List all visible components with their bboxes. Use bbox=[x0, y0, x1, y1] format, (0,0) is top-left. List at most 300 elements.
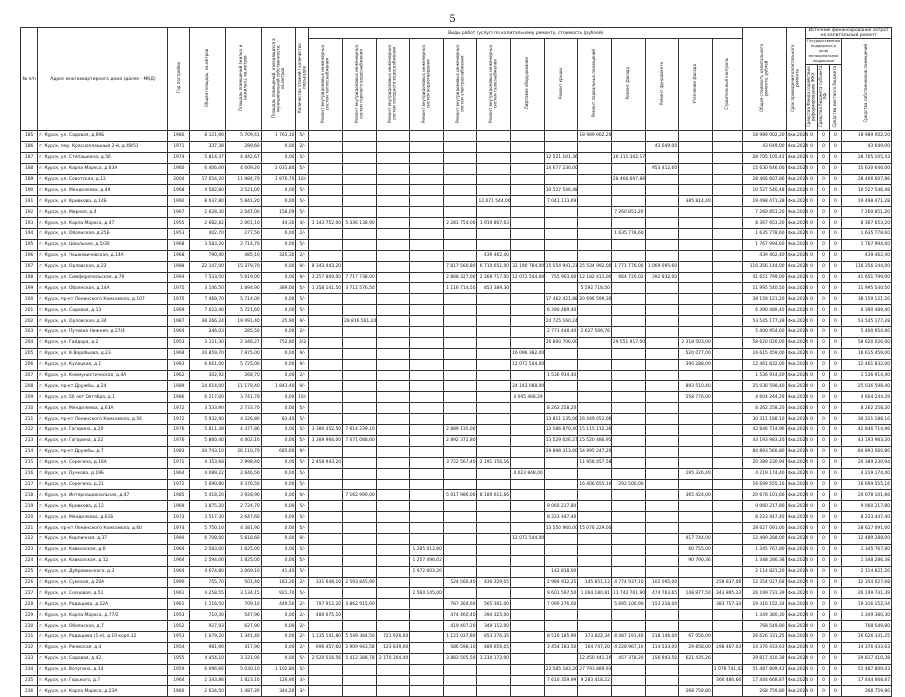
cell-floors: 2/- bbox=[296, 327, 309, 338]
cell-total-area: 3 146,50 bbox=[190, 283, 226, 294]
cell-local-budget: 0 bbox=[829, 163, 841, 174]
cell-total-cost: 17 444 668,87 bbox=[743, 675, 786, 686]
cell-work-sewerage bbox=[410, 337, 444, 348]
cell-work-supervision bbox=[712, 305, 742, 316]
cell-work-electricity: 524 560,40 bbox=[443, 577, 477, 588]
cell-regional-budget: 0 bbox=[818, 425, 830, 436]
table-row bbox=[21, 533, 892, 544]
cell-local-budget: 0 bbox=[829, 490, 841, 501]
cell-work-basement bbox=[578, 185, 612, 196]
cell-total-area: 981,90 bbox=[190, 642, 226, 653]
cell-work-foundation: 953 412,60 bbox=[645, 163, 679, 174]
cell-work-facade bbox=[611, 316, 645, 327]
cell-work-supervision bbox=[712, 294, 742, 305]
cell-address: г. Курск, пр-кт Ленинского Комсомола, д.56 bbox=[38, 414, 168, 425]
cell-work-heating bbox=[309, 359, 343, 370]
cell-local-budget: 0 bbox=[829, 610, 841, 621]
cell-total-cost: 7 260 851,20 bbox=[743, 207, 786, 218]
cell-repair-term: 4кв.2024 bbox=[786, 131, 806, 142]
cell-work-hot-water: 5 336 138,90 bbox=[343, 218, 377, 229]
cell-local-budget: 0 bbox=[829, 512, 841, 523]
table-row bbox=[21, 250, 892, 261]
cell-work-roof: 29 898 313,60 bbox=[544, 446, 578, 457]
cell-total-cost: 42 846 714,96 bbox=[743, 425, 786, 436]
cell-work-insulation bbox=[679, 457, 713, 468]
table-row bbox=[21, 359, 892, 370]
cell-work-foundation: 153 218,00 bbox=[645, 599, 679, 610]
col-header-number: № п/п bbox=[21, 28, 38, 131]
cell-total-cost: 28 705 105,43 bbox=[743, 152, 786, 163]
cell-year-built: 1976 bbox=[168, 425, 190, 436]
cell-total-area: 6 661,00 bbox=[190, 359, 226, 370]
cell-work-heating bbox=[309, 163, 343, 174]
cell-premises-area: 268,70 bbox=[225, 370, 261, 381]
cell-work-roof bbox=[544, 479, 578, 490]
cell-work-hot-water: 7 162 990,00 bbox=[343, 490, 377, 501]
cell-floors: 9/- bbox=[296, 533, 309, 544]
cell-floors: 5/- bbox=[296, 239, 309, 250]
cell-premises-area: 2 714,70 bbox=[225, 239, 261, 250]
col-header-municipal-area: Площадь помещений, находящихся в муниципальной собственности, кв.метров bbox=[261, 28, 296, 131]
cell-fund-reform: 0 bbox=[806, 577, 818, 588]
cell-work-sewerage bbox=[410, 316, 444, 327]
cell-work-electricity: 2 868 327,00 bbox=[443, 272, 477, 283]
cell-fund-reform: 0 bbox=[806, 599, 818, 610]
cell-municipal-area: 0,00 bbox=[261, 501, 296, 512]
cell-address: г. Курск, ул. Карла Маркса, д.63А bbox=[38, 163, 168, 174]
cell-work-insulation bbox=[679, 446, 713, 457]
cell-work-facade bbox=[611, 131, 645, 142]
cell-premises-area: 3 069,10 bbox=[225, 566, 261, 577]
cell-total-area: 6 708,00 bbox=[190, 533, 226, 544]
cell-fund-reform: 0 bbox=[806, 272, 818, 283]
cell-work-supervision bbox=[712, 239, 742, 250]
cell-work-foundation bbox=[645, 675, 679, 686]
cell-work-cold-water: 721 926,00 bbox=[376, 631, 410, 642]
cell-floors: 2/- bbox=[296, 141, 309, 152]
cell-floors: 9/- bbox=[296, 348, 309, 359]
cell-work-foundation bbox=[645, 207, 679, 218]
cell-work-cold-water bbox=[376, 425, 410, 436]
cell-work-roof bbox=[544, 218, 578, 229]
cell-address: г. Курск, ул. Гайдара, д.2 bbox=[38, 337, 168, 348]
cell-local-budget: 0 bbox=[829, 544, 841, 555]
cell-work-supervision bbox=[712, 316, 742, 327]
cell-work-insulation bbox=[679, 501, 713, 512]
cell-total-cost: 29 817 410,38 bbox=[743, 653, 786, 664]
cell-work-foundation bbox=[645, 327, 679, 338]
table-row bbox=[21, 686, 892, 697]
cell-row-number: 200 bbox=[21, 294, 38, 305]
cell-floors: 5/- bbox=[296, 305, 309, 316]
cell-row-number: 203 bbox=[21, 327, 38, 338]
cell-premises-area: 3 928,90 bbox=[225, 490, 261, 501]
cell-work-heating: 1 343 752,00 bbox=[309, 218, 343, 229]
cell-fund-reform: 0 bbox=[806, 555, 818, 566]
cell-work-gas bbox=[477, 316, 511, 327]
cell-row-number: 214 bbox=[21, 446, 38, 457]
cell-total-area: 346,03 bbox=[190, 327, 226, 338]
cell-work-insulation: 417 744,00 bbox=[679, 533, 713, 544]
cell-address: г. Курск, ул. Карла Маркса, д.47 bbox=[38, 218, 168, 229]
cell-total-cost: 268 759,80 bbox=[743, 686, 786, 697]
cell-work-supervision bbox=[712, 272, 742, 283]
cell-total-cost: 9 060 217,80 bbox=[743, 501, 786, 512]
cell-work-heating bbox=[309, 392, 343, 403]
cell-work-basement: 20 696 599,30 bbox=[578, 294, 612, 305]
cell-row-number: 205 bbox=[21, 348, 38, 359]
cell-work-roof bbox=[544, 250, 578, 261]
cell-total-area: 4 582,80 bbox=[190, 185, 226, 196]
cell-year-built: 1986 bbox=[168, 392, 190, 403]
cell-row-number: 194 bbox=[21, 229, 38, 240]
cell-work-cold-water bbox=[376, 327, 410, 338]
cell-work-elevator bbox=[511, 621, 545, 632]
cell-floors: 9/- bbox=[296, 316, 309, 327]
cell-regional-budget: 0 bbox=[818, 316, 830, 327]
cell-work-heating bbox=[309, 185, 343, 196]
cell-work-facade bbox=[611, 512, 645, 523]
cell-work-heating bbox=[309, 229, 343, 240]
table-row bbox=[21, 370, 892, 381]
cell-work-elevator bbox=[511, 337, 545, 348]
cell-address: г. Курск, ул. Менделеева, д.49 bbox=[38, 185, 168, 196]
cell-work-elevator: 32 190 784,00 bbox=[511, 261, 545, 272]
cell-municipal-area: 0,00 bbox=[261, 348, 296, 359]
cell-work-elevator bbox=[511, 435, 545, 446]
cell-regional-budget: 0 bbox=[818, 261, 830, 272]
cell-work-basement: 373 822,34 bbox=[578, 631, 612, 642]
cell-work-supervision: 258 837,08 bbox=[712, 577, 742, 588]
cell-work-sewerage bbox=[410, 272, 444, 283]
cell-total-cost: 18 989 002,20 bbox=[743, 131, 786, 142]
cell-work-sewerage bbox=[410, 403, 444, 414]
cell-repair-term: 4кв.2024 bbox=[786, 414, 806, 425]
cell-premises-area: 3 741,70 bbox=[225, 392, 261, 403]
cell-work-facade bbox=[611, 163, 645, 174]
cell-work-basement: 15 115 112,36 bbox=[578, 425, 612, 436]
cell-work-facade bbox=[611, 294, 645, 305]
cell-work-basement: 15 520 486,95 bbox=[578, 435, 612, 446]
cell-address: г. Курск, ул. Мирная, д.4 bbox=[38, 207, 168, 218]
cell-municipal-area: 752,80 bbox=[261, 337, 296, 348]
cell-municipal-area: 0,00 bbox=[261, 490, 296, 501]
cell-work-sewerage bbox=[410, 686, 444, 697]
cell-work-supervision bbox=[712, 359, 742, 370]
cell-year-built: 1964 bbox=[168, 468, 190, 479]
col-header-basement: Ремонт подвальных помещений bbox=[591, 49, 597, 118]
cell-total-area: 7 023,40 bbox=[190, 305, 226, 316]
cell-row-number: 193 bbox=[21, 218, 38, 229]
cell-work-sewerage bbox=[410, 152, 444, 163]
cell-year-built: 1971 bbox=[168, 141, 190, 152]
cell-work-heating: 797 912,20 bbox=[309, 599, 343, 610]
cell-repair-term: 4кв.2024 bbox=[786, 305, 806, 316]
cell-work-hot-water bbox=[343, 675, 377, 686]
cell-floors: 5/- bbox=[296, 425, 309, 436]
cell-work-hot-water: 7 717 738,00 bbox=[343, 272, 377, 283]
cell-premises-area: 4 326,80 bbox=[225, 414, 261, 425]
cell-municipal-area: 0,00 bbox=[261, 457, 296, 468]
cell-work-gas bbox=[477, 359, 511, 370]
cell-work-sewerage bbox=[410, 512, 444, 523]
cell-work-sewerage bbox=[410, 523, 444, 534]
cell-total-cost: 439 462,40 bbox=[743, 250, 786, 261]
cell-work-electricity bbox=[443, 686, 477, 697]
cell-regional-budget: 0 bbox=[818, 435, 830, 446]
cell-premises-area: 5 721,60 bbox=[225, 305, 261, 316]
cell-work-gas: 12 071 544,00 bbox=[477, 196, 511, 207]
cell-year-built: 1968 bbox=[168, 250, 190, 261]
cell-fund-reform: 0 bbox=[806, 523, 818, 534]
cell-work-basement bbox=[578, 370, 612, 381]
cell-municipal-area: 25,90 bbox=[261, 316, 296, 327]
cell-total-area: 3 533,90 bbox=[190, 403, 226, 414]
cell-work-cold-water bbox=[376, 185, 410, 196]
cell-work-electricity bbox=[443, 392, 477, 403]
cell-municipal-area: 0,00 bbox=[261, 555, 296, 566]
cell-total-cost: 4 219 174,40 bbox=[743, 468, 786, 479]
cell-work-hot-water bbox=[343, 327, 377, 338]
cell-owners-funds: 268 759,80 bbox=[841, 686, 891, 697]
cell-premises-area: 4 442,67 bbox=[225, 152, 261, 163]
cell-work-insulation bbox=[679, 272, 713, 283]
cell-floors: 10/- bbox=[296, 392, 309, 403]
cell-work-roof bbox=[544, 468, 578, 479]
cell-work-hot-water bbox=[343, 381, 377, 392]
cell-work-roof: 13 550 960,00 bbox=[544, 523, 578, 534]
cell-row-number: 189 bbox=[21, 174, 38, 185]
cell-floors: 5/- bbox=[296, 435, 309, 446]
cell-row-number: 225 bbox=[21, 566, 38, 577]
cell-total-cost: 116 356 144,00 bbox=[743, 261, 786, 272]
cell-work-supervision bbox=[712, 435, 742, 446]
table-row bbox=[21, 435, 892, 446]
cell-premises-area: 2 647,60 bbox=[225, 512, 261, 523]
cell-work-facade bbox=[611, 468, 645, 479]
cell-regional-budget: 0 bbox=[818, 218, 830, 229]
cell-repair-term: 4кв.2024 bbox=[786, 207, 806, 218]
cell-work-cold-water bbox=[376, 392, 410, 403]
cell-work-insulation bbox=[679, 261, 713, 272]
cell-row-number: 195 bbox=[21, 239, 38, 250]
cell-work-electricity bbox=[443, 403, 477, 414]
cell-work-elevator bbox=[511, 501, 545, 512]
cell-work-elevator bbox=[511, 631, 545, 642]
cell-municipal-area: 1 763,10 bbox=[261, 131, 296, 142]
cell-work-foundation bbox=[645, 414, 679, 425]
cell-work-supervision bbox=[712, 348, 742, 359]
cell-fund-reform: 0 bbox=[806, 283, 818, 294]
cell-owners-funds: 1 348 286,38 bbox=[841, 555, 891, 566]
cell-work-roof: 26 800 706,00 bbox=[544, 337, 578, 348]
cell-total-cost: 14 376 433,63 bbox=[743, 642, 786, 653]
cell-work-heating bbox=[309, 512, 343, 523]
cell-work-insulation bbox=[679, 403, 713, 414]
cell-work-supervision: 1 078 741,43 bbox=[712, 664, 742, 675]
cell-row-number: 199 bbox=[21, 283, 38, 294]
cell-fund-reform: 0 bbox=[806, 348, 818, 359]
cell-work-electricity bbox=[443, 174, 477, 185]
cell-local-budget: 0 bbox=[829, 239, 841, 250]
cell-owners-funds: 1 349 380,30 bbox=[841, 610, 891, 621]
cell-work-elevator bbox=[511, 555, 545, 566]
cell-work-sewerage bbox=[410, 599, 444, 610]
cell-work-facade: 5 695 100,90 bbox=[611, 599, 645, 610]
table-row bbox=[21, 664, 892, 675]
page-number: 5 bbox=[449, 14, 456, 25]
cell-owners-funds: 17 444 668,87 bbox=[841, 675, 891, 686]
cell-work-supervision bbox=[712, 533, 742, 544]
cell-work-insulation: 385 814,40 bbox=[679, 196, 713, 207]
cell-work-electricity: 1 121 037,80 bbox=[443, 631, 477, 642]
table-row bbox=[21, 468, 892, 479]
cell-work-insulation bbox=[679, 218, 713, 229]
cell-work-elevator: 24 143 088,00 bbox=[511, 381, 545, 392]
cell-work-insulation: 520 077,00 bbox=[679, 348, 713, 359]
cell-work-cold-water bbox=[376, 196, 410, 207]
cell-repair-term: 4кв.2024 bbox=[786, 631, 806, 642]
cell-work-heating bbox=[309, 207, 343, 218]
cell-work-supervision bbox=[712, 381, 742, 392]
cell-work-facade bbox=[611, 250, 645, 261]
cell-work-insulation bbox=[679, 425, 713, 436]
cell-year-built: 1964 bbox=[168, 566, 190, 577]
cell-owners-funds: 1 536 914,40 bbox=[841, 370, 891, 381]
cell-work-heating bbox=[309, 686, 343, 697]
cell-repair-term: 4кв.2024 bbox=[786, 229, 806, 240]
cell-work-hot-water bbox=[343, 163, 377, 174]
cell-floors: 5/- bbox=[296, 457, 309, 468]
cell-owners-funds: 4 219 174,40 bbox=[841, 468, 891, 479]
cell-local-budget: 0 bbox=[829, 283, 841, 294]
cell-municipal-area: 0,00 bbox=[261, 610, 296, 621]
cell-fund-reform: 0 bbox=[806, 479, 818, 490]
table-row bbox=[21, 174, 892, 185]
cell-work-foundation: 156 943,50 bbox=[645, 653, 679, 664]
cell-regional-budget: 0 bbox=[818, 555, 830, 566]
cell-total-area: 5 811,38 bbox=[190, 425, 226, 436]
cell-work-gas bbox=[477, 207, 511, 218]
cell-work-basement: 1 264 180,81 bbox=[578, 588, 612, 599]
cell-total-cost: 84 893 560,80 bbox=[743, 446, 786, 457]
cell-work-cold-water bbox=[376, 501, 410, 512]
cell-work-sewerage bbox=[410, 533, 444, 544]
cell-work-roof bbox=[544, 359, 578, 370]
cell-work-insulation: 390 288,00 bbox=[679, 359, 713, 370]
cell-work-sewerage bbox=[410, 642, 444, 653]
cell-work-basement bbox=[578, 392, 612, 403]
cell-row-number: 196 bbox=[21, 250, 38, 261]
cell-row-number: 201 bbox=[21, 305, 38, 316]
cell-owners-funds: 26 199 731,39 bbox=[841, 588, 891, 599]
cell-premises-area: 7 875,00 bbox=[225, 348, 261, 359]
cell-local-budget: 0 bbox=[829, 229, 841, 240]
cell-work-roof: 7 610 359,99 bbox=[544, 675, 578, 686]
cell-year-built: 1953 bbox=[168, 610, 190, 621]
cell-work-hot-water bbox=[343, 174, 377, 185]
cell-total-area: 8 037,80 bbox=[190, 196, 226, 207]
cell-work-insulation bbox=[679, 577, 713, 588]
cell-work-hot-water: 5 549 384,50 bbox=[343, 631, 377, 642]
cell-municipal-area: 0,00 bbox=[261, 327, 296, 338]
cell-work-sewerage bbox=[410, 327, 444, 338]
cell-owners-funds: 12 489 288,00 bbox=[841, 533, 891, 544]
cell-address: г. Курск, ул. Менделеева, д.61Б bbox=[38, 512, 168, 523]
table-row bbox=[21, 621, 892, 632]
cell-work-electricity bbox=[443, 239, 477, 250]
cell-work-basement: 12 182 411,00 bbox=[578, 272, 612, 283]
cell-owners-funds: 2 114 821,20 bbox=[841, 566, 891, 577]
cell-work-elevator bbox=[511, 523, 545, 534]
cell-repair-term: 4кв.2024 bbox=[786, 599, 806, 610]
cell-fund-reform: 0 bbox=[806, 425, 818, 436]
cell-floors: 5/- bbox=[296, 555, 309, 566]
cell-work-roof: 13 529 026,27 bbox=[544, 435, 578, 446]
cell-year-built: 1964 bbox=[168, 555, 190, 566]
col-header-address: Адрес многоквартирного дома (далее - МКД) bbox=[38, 28, 168, 131]
cell-year-built: 2004 bbox=[168, 174, 190, 185]
cell-work-foundation bbox=[645, 305, 679, 316]
cell-work-heating bbox=[309, 337, 343, 348]
cell-municipal-area: 0,00 bbox=[261, 479, 296, 490]
cell-fund-reform: 0 bbox=[806, 239, 818, 250]
cell-work-sewerage bbox=[410, 392, 444, 403]
cell-work-insulation bbox=[679, 327, 713, 338]
cell-floors: 5/- bbox=[296, 501, 309, 512]
cell-address: г. Курск, ул. 50 лет Октября, д.1 bbox=[38, 392, 168, 403]
cell-regional-budget: 0 bbox=[818, 152, 830, 163]
cell-work-cold-water bbox=[376, 229, 410, 240]
cell-work-insulation bbox=[679, 239, 713, 250]
cell-work-roof: 13 586 870,40 bbox=[544, 425, 578, 436]
cell-address: г. Курск, пр-кт Ленинского Комсомола, д.107 bbox=[38, 294, 168, 305]
cell-fund-reform: 0 bbox=[806, 468, 818, 479]
cell-total-area: 5 750,10 bbox=[190, 523, 226, 534]
cell-local-budget: 0 bbox=[829, 261, 841, 272]
cell-work-supervision bbox=[712, 501, 742, 512]
cell-municipal-area: 0,00 bbox=[261, 533, 296, 544]
col-header-cold-water: Ремонт внутридомовых инженерных систем холодного водоснабжения bbox=[387, 44, 397, 123]
table-row bbox=[21, 414, 892, 425]
cell-fund-reform: 0 bbox=[806, 131, 818, 142]
cell-work-foundation bbox=[645, 348, 679, 359]
cell-municipal-area: 0,00 bbox=[261, 272, 296, 283]
cell-work-electricity bbox=[443, 185, 477, 196]
cell-address: г. Курск, ул. Серегина, д.16А bbox=[38, 457, 168, 468]
cell-premises-area: 5 709,41 bbox=[225, 131, 261, 142]
cell-work-basement bbox=[578, 316, 612, 327]
cell-local-budget: 0 bbox=[829, 305, 841, 316]
cell-work-basement bbox=[578, 610, 612, 621]
cell-work-facade: 1 635 778,60 bbox=[611, 229, 645, 240]
cell-work-hot-water bbox=[343, 501, 377, 512]
cell-total-area: 2 682,82 bbox=[190, 218, 226, 229]
cell-regional-budget: 0 bbox=[818, 141, 830, 152]
cell-municipal-area: 0,00 bbox=[261, 196, 296, 207]
cell-floors: 5/- bbox=[296, 131, 309, 142]
cell-owners-funds: 16 615 459,00 bbox=[841, 348, 891, 359]
cell-local-budget: 0 bbox=[829, 468, 841, 479]
cell-premises-area: 501,40 bbox=[225, 577, 261, 588]
cell-total-area: 402,70 bbox=[190, 229, 226, 240]
cell-fund-reform: 0 bbox=[806, 631, 818, 642]
cell-work-roof: 24 725 160,24 bbox=[544, 316, 578, 327]
cell-work-insulation: 195 326,40 bbox=[679, 468, 713, 479]
table-row bbox=[21, 490, 892, 501]
cell-year-built: 1955 bbox=[168, 653, 190, 664]
cell-total-area: 2 343,86 bbox=[190, 675, 226, 686]
